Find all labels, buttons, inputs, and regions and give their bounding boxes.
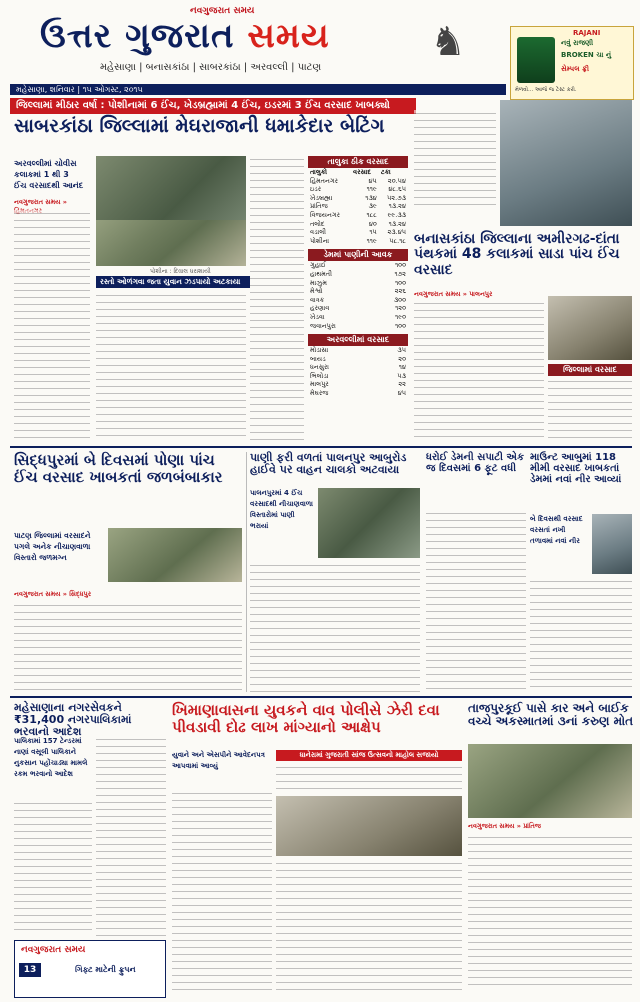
rain-header: વરસાદ [353,168,371,176]
table-row: હિંમતનગર ૪૫ ૨૦.૫૪ [310,176,406,185]
page-number: 13 [19,963,41,977]
table-row: હાથમતી ૧૭૨ [310,269,406,278]
abu-headline: માઉન્ટ આબુમાં 118 મીમી વરસાદ ખાબકતાં ડેમમાં નવાં નીર આવ્યાં [530,452,622,485]
mehsana-body-2 [14,800,92,936]
rain-table-title: તાલુકા ઠીક વરસાદ [308,156,408,168]
brand-small: નવગુજરાત સમય [190,6,255,16]
lion-emblem-icon: ♞ [430,19,466,65]
footer-brand-box [14,940,166,998]
lead-bullet: અરવલ્લીમાં ચોવીસ કલાકમાં 1 થી 3 ઈંચ વરસાદથી આનંદ [14,159,84,190]
palanpur-body [250,562,420,692]
title-part-2: સમય [247,16,330,56]
lead-body-col2 [96,292,246,442]
palanpur-headline: પાણી ફરી વળતાં પાલનપુર આબુરોડ હાઈવે પર વાહન ચાલકો અટવાયા [250,451,407,477]
festival-body-2 [276,860,462,990]
siddhpur-headline: સિદ્ધપુરમાં બે દિવસમાં પોણા પાંચ ઈંચ વરસાદ ખાબકતાં જળબંબાકાર [14,451,223,486]
table-row: માલપુર ૨૨ [310,380,406,389]
rain-header: ટકા [380,168,391,176]
dharoi-body [426,510,526,692]
abu-photo [592,514,632,574]
aravalli-table-title: અરવલ્લીમાં વરસાદ [308,334,408,346]
khimana-bullet: યુવાને અને એસપીને આવેદનપત્ર આપવામાં આવ્યું [172,751,265,770]
dharoi-headline: ધરોઈ ડેમની સપાટી એક જ દિવસમાં 6 ફૂટ વધી [426,452,525,474]
taj-body [468,834,632,990]
taj-headline: તાજપુરકૂઈ પાસે કાર અને બાઈક વચ્ચે અકસ્માતમાં ૩નાં કરુણ મોત [468,701,634,729]
title-part-1: ઉત્તર ગુજરાત [40,16,235,56]
table-row: મેઘરજ ૪૫ [310,389,406,398]
ad-line3: સેમ્પલ ફ્રી [561,65,589,73]
table-row: ધનસુરા ૧૪ [310,363,406,372]
top-banner: જિલ્લામાં મીઠાર વર્ષા : પોશીનામાં 6 ઈંચ, ખેડબ્રહ્મામાં 4 ઈંચ, ઇડરમાં 3 ઈંચ વરસાદ ખાબક્યો [10,98,416,114]
ad-line4: મેળવો... આજે જ ટેસ્ટ કરો. [515,87,577,93]
table-row: વાત્રક ૩૦૦ [310,295,406,304]
banas-table-body [548,378,632,440]
dam-table [308,261,408,330]
table-row: તલોદ ૪૦ ૧૩.૨૪ [310,219,406,228]
regions-line: મહેસાણા | બનાસકાંઠા | સાબરકાંઠા | અરવલ્લી | પાટણ [100,62,322,73]
masthead-title [40,16,420,56]
abu-body [530,578,632,692]
lead-body-col1 [14,210,90,440]
banas-table-title: જિલ્લામાં વરસાદ [548,364,632,376]
siddhpur-photo [108,528,242,582]
festival-banner: ધાનેરામાં ગુજરાતી સાંજ ઉત્સવનો માહોલ સજાયો [276,750,462,761]
section-rule-1 [10,446,632,448]
siddhpur-bullet: પાટણ જિલ્લામાં વરસાદને પગલે અનેક નીચાણવાળા વિસ્તારો જળમગ્ન [14,531,91,562]
lead-headline: સાબરકાંઠા જિલ્લામાં મેઘરાજાની ધમાકેદાર બેટિંગ [14,115,385,137]
banas-photo-2 [548,296,632,360]
festival-photo [276,796,462,856]
table-row: બાયડ ૨૦ [310,354,406,363]
festival-body [276,764,462,792]
second-photo [96,220,246,266]
banas-body [414,300,544,440]
siddhpur-byline: નવગુજરાત સમય » સિદ્ધપુર [14,590,92,598]
banas-info-box [414,110,496,210]
khimana-headline: ખિમાણાવાસના યુવકને વાવ પોલીસે ઝેરી દવા પીવડાવી દોઢ લાખ માંગ્યાનો આક્ષેપ [172,701,440,736]
banas-photo [500,100,632,226]
table-row: પ્રાંતિજ ૩૯ ૧૩.૨૪ [310,202,406,211]
lead-body-col3 [250,156,304,442]
abu-bullet: બે દિવસથી વરસાદ વરસતાં નખી તળાવમાં નવાં નીર [530,515,583,545]
footer-brand: નવગુજરાત સમય [21,945,86,955]
table-row: મેશ્વો ૨૨૬ [310,287,406,296]
ad-line2: BROKEN ચા નું [561,51,612,59]
palanpur-photo [318,488,420,558]
lead-subheadline: રસ્તો ઓળંગવા જતા યુવાન ઝડપાયો અટકાયા [96,276,250,288]
ad-top[interactable] [510,26,634,100]
palanpur-bullet: પાલનપુરમાં 4 ઈંચ વરસાદથી નીચાણવાળા વિસ્તારોમાં પાણી ભરાયાં [250,489,313,530]
mehsana-headline: મહેસાણાના નગરસેવકને ₹31,400 નગરપાલિકામાં ભરવાનો આદેશ [14,701,132,739]
table-row: માઝુમ ૧૦૦ [310,278,406,287]
table-row: હરણાવ ૧૨૦ [310,304,406,313]
table-row: ખેડવા ૧૯૦ [310,312,406,321]
lead-byline: નવગુજરાત સમય » [14,198,67,206]
table-row: જવાનપુરા ૧૦૦ [310,321,406,330]
table-row: ખેડબ્રહ્મા ૧૩૪ ૫૨.૭૩ [310,193,406,202]
aravalli-table [308,346,408,398]
table-row: ગુહાઈ ૧૦૦ [310,261,406,270]
table-row: પોશીના ૧૧૯ ૫૮.૧૮ [310,236,406,245]
ad-line1: નવું રાજણી [561,39,594,47]
table-row: મોડાસા ૩૫ [310,346,406,355]
table-row: ભિલોડા ૫૩ [310,371,406,380]
table-row: ઇડર ૧૧૯ ૪૮.૬૫ [310,185,406,194]
table-row: વિજયનગર ૧૮૮ ૯૯.૩૩ [310,210,406,219]
banas-byline: નવગુજરાત સમય » પાલનપુર [414,290,493,298]
mehsana-bullet: પાલિકામાં 157 ટેન્ડરમાં નાણાં વસૂલી પાલિકાને નુકસાન પહોંચાડ્યા મામલે રકમ ભરવાનો આદેશ [14,737,88,778]
lead-photo-caption: પોશીના : દિવાલ ધરાશાયી [150,268,211,275]
siddhpur-body [14,602,242,694]
table-row: વડાલી ૧૫ ૨૩.૪૫ [310,228,406,237]
taj-byline: નવગુજરાત સમય » પ્રાંતિજ [468,822,541,830]
rain-table [308,168,408,245]
taj-photo [468,744,632,818]
dam-table-title: ડેમમાં પાણીની આવક [308,249,408,261]
footer-tagline: ગિફ્ટ માટેની ફ્રુપન [75,965,136,974]
col-divider [246,452,247,692]
tea-pack-icon [517,37,555,83]
banas-headline: બનાસકાંઠા જિલ્લાના અમીરગઢ-દાંતા પંથકમાં 48 કલાકમાં સાડા પાંચ ઈંચ વરસાદ [414,231,620,278]
dateline: મહેસાણા, શનિવાર | ૧૫ ઓગસ્ટ, ૨૦૧૫ [10,84,506,95]
section-rule-2 [10,696,632,698]
rain-table-sabar [308,156,408,398]
mehsana-body [96,736,166,936]
rain-header: તાલુકો [310,168,328,176]
khimana-body [172,790,272,990]
ad-brand: RAJANI [573,29,601,37]
